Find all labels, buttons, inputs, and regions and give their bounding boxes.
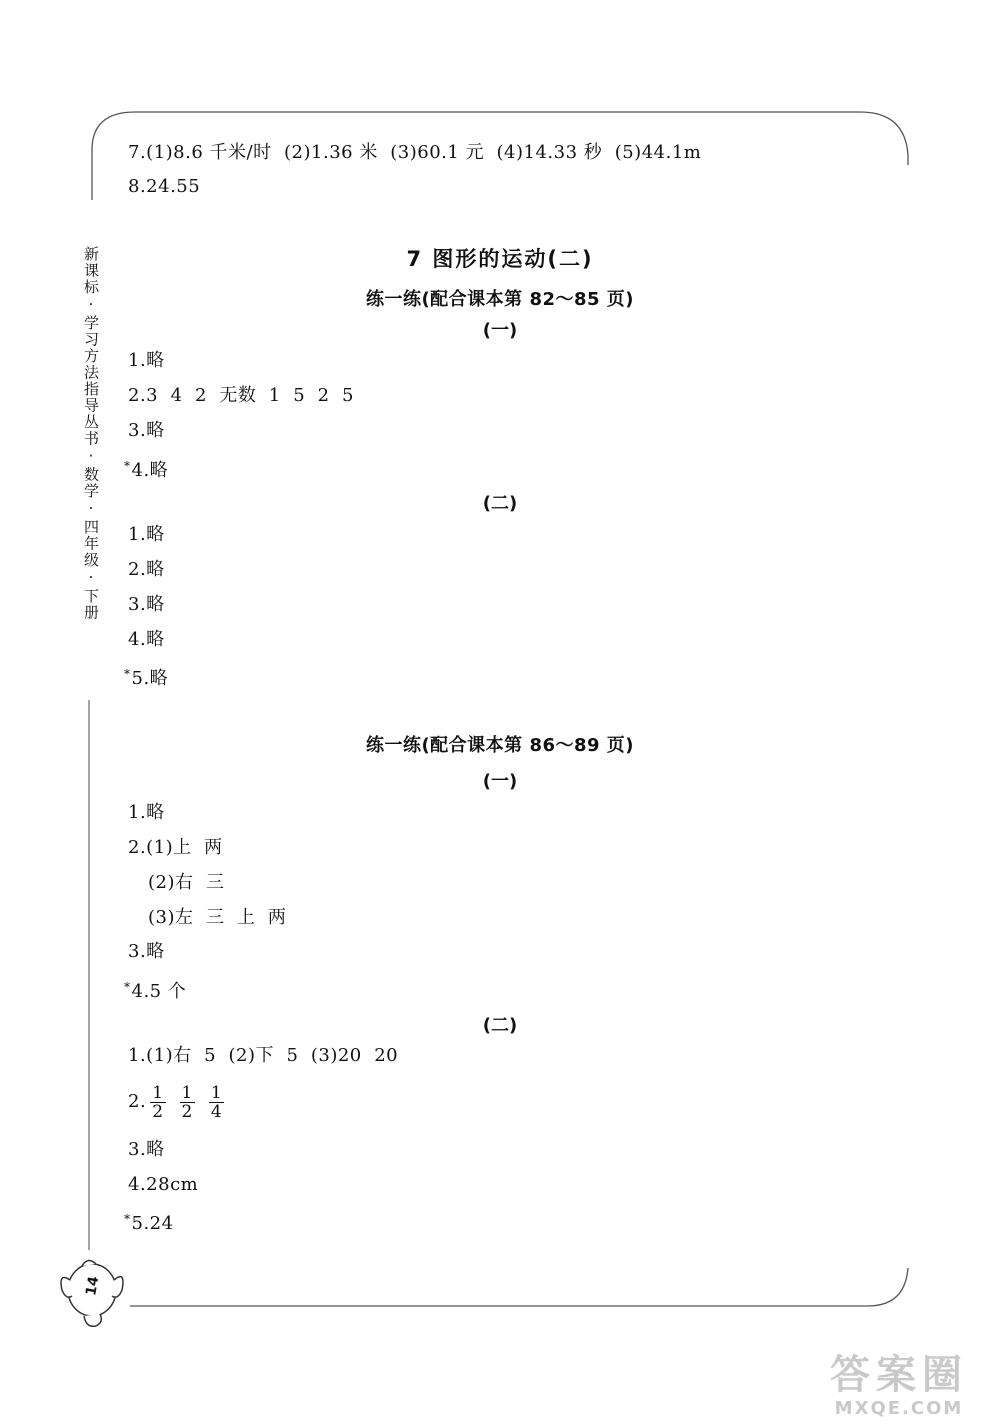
exercise2-part1-title: (一) [482,771,518,792]
list-item-starred: *4.略 [124,459,169,481]
list-item-starred: *4.5 个 [124,980,187,1002]
list-item: 2.略 [128,559,165,580]
list-item: 1.略 [128,350,165,371]
list-item: (3)左 三 上 两 [148,907,287,928]
fraction: $\frac{1}{4}$ [210,1082,223,1122]
list-item: 1.(1)右 5 (2)下 5 (3)20 20 [128,1045,399,1066]
exercise1-title: 练一练(配合课本第 82～85 页) [365,289,635,310]
exercise2-title: 练一练(配合课本第 86～89 页) [365,735,635,756]
watermark-top-text: 答案圈 [830,1352,968,1398]
list-item: (2)右 三 [148,872,225,893]
page-number: 14 [83,1275,103,1297]
section-title: 7 图形的运动(二) [406,247,594,271]
watermark-bottom-text: MXQE.COM [834,1398,964,1419]
star-mark: * [124,667,131,681]
list-item: 3.略 [128,420,165,441]
list-item: 2.(1)上 两 [128,837,223,858]
list-item: 4.28cm [128,1174,199,1195]
star-mark: * [124,980,131,994]
watermark-logo [814,1352,984,1420]
fraction: $\frac{1}{2}$ [152,1082,164,1122]
list-item-starred: *5.略 [124,667,169,689]
exercise2-part2-title: (二) [482,1015,518,1036]
star-mark: * [124,1212,131,1226]
list-item: 2.3 4 2 无数 1 5 2 5 [128,385,354,406]
list-item: 3.略 [128,1139,165,1160]
list-item: 3.略 [128,594,165,615]
answer-q7: 7.(1)8.6 千米/时 (2)1.36 米 (3)60.1 元 (4)14.33 秒 (5)44.1m [128,142,702,163]
list-item: 1.略 [128,802,165,823]
exercise1-part1-title: (一) [482,320,518,341]
list-item-starred: *5.24 [124,1212,174,1234]
list-item: 3.略 [128,941,165,962]
answer-q8: 8.24.55 [128,176,201,197]
list-item-fractions: 2. $\frac{1}{2}$ $\frac{1}{2}$ $\frac{1}{4}$ [128,1082,223,1122]
exercise1-part2-title: (二) [482,493,518,514]
list-item: 4.略 [128,629,165,650]
star-mark: * [124,459,131,473]
list-item: 1.略 [128,524,165,545]
book-series-label: 新课标·学习方法指导丛书·数学·四年级·下册 [82,246,100,621]
fraction: $\frac{1}{2}$ [181,1082,193,1122]
